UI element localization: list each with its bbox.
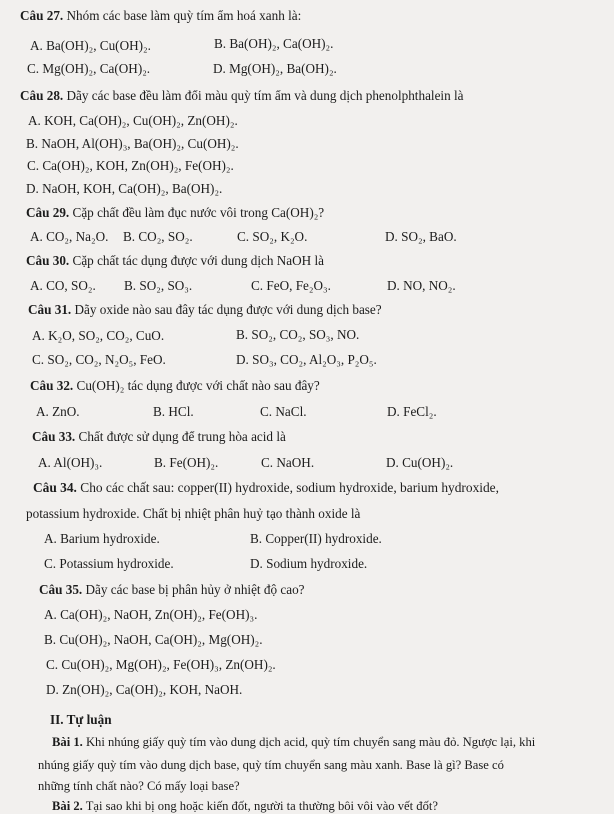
question-31 xyxy=(28,302,382,318)
option-c: C. FeO, Fe₂O₃. xyxy=(251,278,331,293)
question-text: Cho các chất sau: copper(II) hydroxide, sodium hydroxide, barium hydroxide, xyxy=(80,480,499,495)
option-a: A. Barium hydroxide. xyxy=(44,531,160,546)
option-d: D. FeCl₂. xyxy=(387,404,437,419)
option-c: C. SO₂, K₂O. xyxy=(237,229,308,244)
question-number: Câu 28. xyxy=(20,88,64,103)
option-a: A. Ca(OH)₂, NaOH, Zn(OH)₂, Fe(OH)₃. xyxy=(44,607,258,622)
option-a: A. Al(OH)₃. xyxy=(38,455,103,470)
exercise-text: Khi nhúng giấy quỳ tím vào dung dịch acid, quỳ tím chuyển sang màu đỏ. Ngược lại, khi xyxy=(85,735,536,749)
option-a: A. K₂O, SO₂, CO₂, CuO. xyxy=(32,328,165,343)
exercise-text: Tại sao khi bị ong hoặc kiến đốt, người ta thường bôi vôi vào vết đốt? xyxy=(85,799,438,813)
question-number: Câu 27. xyxy=(20,8,64,23)
option-d: D. Zn(OH)₂, Ca(OH)₂, KOH, NaOH. xyxy=(46,682,243,697)
question-32 xyxy=(30,378,320,394)
option-d: D. NO, NO₂. xyxy=(387,278,456,293)
question-33 xyxy=(32,429,286,445)
question-text: Cặp chất tác dụng được với dung dịch NaOH là xyxy=(72,253,324,268)
option-c: C. Cu(OH)₂, Mg(OH)₂, Fe(OH)₃, Zn(OH)₂. xyxy=(46,657,276,672)
option-c: C. NaCl. xyxy=(260,404,307,419)
question-number: Câu 30. xyxy=(26,253,70,268)
question-34-continued: potassium hydroxide. Chất bị nhiệt phân huỷ tạo thành oxide là xyxy=(26,506,361,521)
question-35 xyxy=(39,582,305,598)
exercise-1-line-3: những tính chất nào? Có mấy loại base? xyxy=(38,779,240,793)
option-d: D. Sodium hydroxide. xyxy=(250,556,368,571)
question-text: Cu(OH)₂ tác dụng được với chất nào sau đây? xyxy=(76,378,320,393)
option-d: D. NaOH, KOH, Ca(OH)₂, Ba(OH)₂. xyxy=(26,181,223,196)
question-text: Cặp chất đều làm đục nước vôi trong Ca(OH)₂? xyxy=(72,205,325,220)
option-a: A. KOH, Ca(OH)₂, Cu(OH)₂, Zn(OH)₂. xyxy=(28,113,238,128)
question-28 xyxy=(20,88,464,104)
question-number: Câu 31. xyxy=(28,302,72,317)
option-b: B. SO₂, SO₃. xyxy=(124,278,193,293)
option-b: B. Ba(OH)₂, Ca(OH)₂. xyxy=(214,36,334,51)
option-b: B. CO₂, SO₂. xyxy=(123,229,193,244)
option-d: D. SO₂, BaO. xyxy=(385,229,457,244)
exercise-1 xyxy=(52,734,535,750)
question-number: Câu 32. xyxy=(30,378,74,393)
option-d: D. Mg(OH)₂, Ba(OH)₂. xyxy=(213,61,337,76)
option-b: B. Fe(OH)₂. xyxy=(154,455,219,470)
option-c: C. Potassium hydroxide. xyxy=(44,556,174,571)
question-number: Câu 29. xyxy=(26,205,70,220)
exercise-2 xyxy=(52,798,438,814)
option-a: A. ZnO. xyxy=(36,404,80,419)
exercise-number: Bài 2. xyxy=(52,799,83,813)
option-b: B. HCl. xyxy=(153,404,194,419)
option-c: C. SO₂, CO₂, N₂O₅, FeO. xyxy=(32,352,166,367)
option-b: B. SO₂, CO₂, SO₃, NO. xyxy=(236,327,360,342)
question-number: Câu 35. xyxy=(39,582,83,597)
question-34 xyxy=(33,480,499,496)
option-a: A. CO, SO₂. xyxy=(30,278,96,293)
option-b: B. Cu(OH)₂, NaOH, Ca(OH)₂, Mg(OH)₂. xyxy=(44,632,263,647)
option-d: D. SO₃, CO₂, Al₂O₃, P₂O₅. xyxy=(236,352,377,367)
question-text: Dãy các base đều làm đổi màu quỳ tím ẩm và dung dịch phenolphthalein là xyxy=(66,88,464,103)
question-30 xyxy=(26,253,324,269)
option-d: D. Cu(OH)₂. xyxy=(386,455,454,470)
question-text: Dãy oxide nào sau đây tác dụng được với dung dịch base? xyxy=(74,302,382,317)
option-c: C. NaOH. xyxy=(261,455,315,470)
option-c: C. Ca(OH)₂, KOH, Zn(OH)₂, Fe(OH)₂. xyxy=(27,158,234,173)
option-a: A. Ba(OH)₂, Cu(OH)₂. xyxy=(30,38,151,53)
question-text: Chất được sử dụng để trung hòa acid là xyxy=(78,429,286,444)
question-text: Nhóm các base làm quỳ tím ẩm hoá xanh là: xyxy=(66,8,302,23)
question-27 xyxy=(20,8,301,24)
question-number: Câu 34. xyxy=(33,480,77,495)
question-text: Dãy các base bị phân hủy ở nhiệt độ cao? xyxy=(85,582,305,597)
exercise-number: Bài 1. xyxy=(52,735,83,749)
question-number: Câu 33. xyxy=(32,429,76,444)
option-b: B. Copper(II) hydroxide. xyxy=(250,531,382,546)
option-b: B. NaOH, Al(OH)₃, Ba(OH)₂, Cu(OH)₂. xyxy=(26,136,239,151)
exercise-1-line-2: nhúng giấy quỳ tím vào dung dịch base, quỳ tím chuyển sang màu xanh. Base là gì? Base có xyxy=(38,758,504,772)
option-a: A. CO₂, Na₂O. xyxy=(30,229,109,244)
question-29 xyxy=(26,205,324,221)
section-heading: II. Tự luận xyxy=(50,712,112,727)
option-c: C. Mg(OH)₂, Ca(OH)₂. xyxy=(27,61,151,76)
